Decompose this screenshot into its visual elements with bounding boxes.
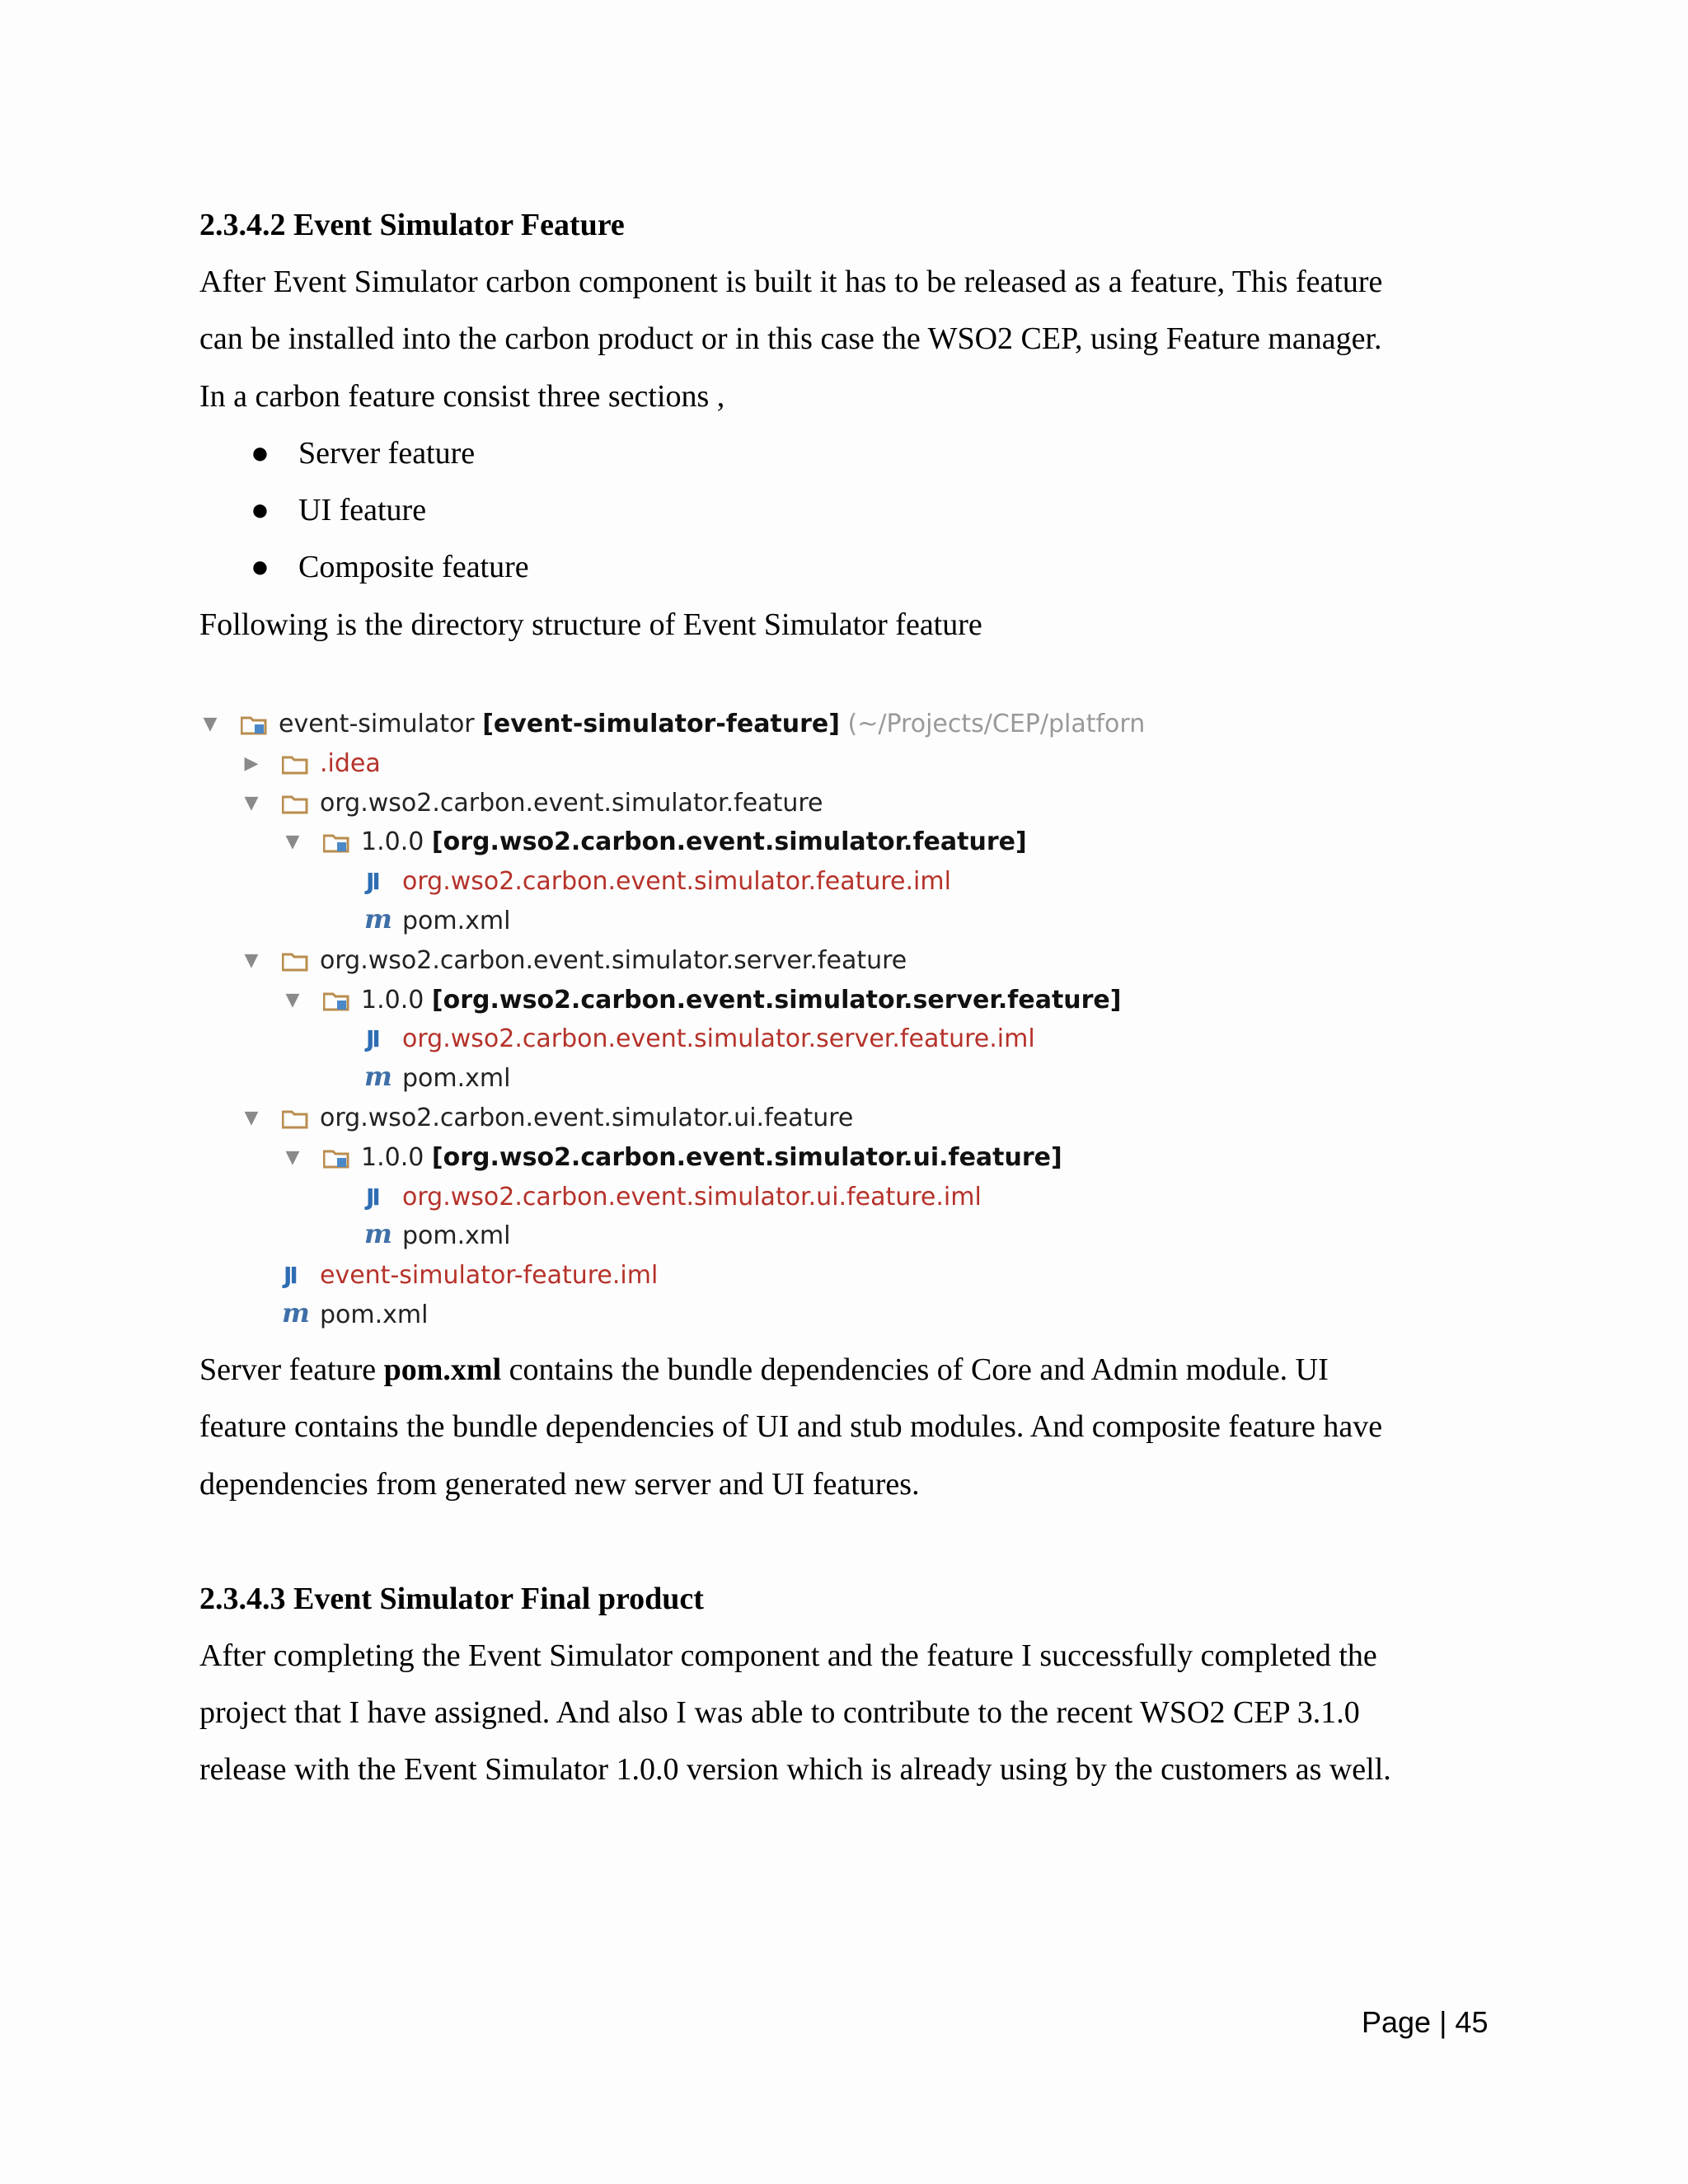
list-item-label: Composite feature (298, 550, 529, 585)
tree-row[interactable] (199, 862, 1189, 902)
tree-row[interactable] (199, 823, 1189, 862)
collapse-arrow-icon[interactable]: ▶ (244, 752, 259, 774)
bold-filename: pom.xml (383, 1352, 502, 1387)
tree-item-name: 1.0.0 (361, 827, 424, 857)
paragraph-line: Following is the directory structure of Event Simulator feature (199, 607, 982, 642)
tree-item-name: pom.xml (402, 1064, 511, 1094)
tree-item-name: pom.xml (320, 1300, 429, 1329)
tree-row[interactable] (199, 1138, 1189, 1178)
text-run: contains the bundle dependencies of Core and Admin module. UI (501, 1352, 1329, 1387)
folder-icon (282, 950, 308, 972)
maven-file-icon: m (364, 1218, 392, 1250)
paragraph-line (199, 1342, 1502, 1399)
folder-icon (282, 793, 308, 814)
module-name: [org.wso2.carbon.event.simulator.server.feature] (431, 985, 1122, 1015)
iml-file-icon: JI (366, 1025, 378, 1053)
bullet-icon: ● (251, 550, 270, 585)
section-after-tree (199, 1342, 1502, 1799)
bullet-icon: ● (251, 435, 270, 471)
expand-arrow-icon[interactable]: ▼ (285, 1146, 300, 1168)
module-name: [org.wso2.carbon.event.simulator.feature] (431, 827, 1027, 857)
module-folder-icon (241, 714, 267, 735)
paragraph-line: dependencies from generated new server and UI features. (199, 1466, 920, 1502)
tree-row[interactable] (199, 941, 1189, 981)
paragraph-line: After completing the Event Simulator component and the feature I successfully completed the (199, 1638, 1377, 1673)
module-folder-icon (323, 990, 349, 1011)
list-item-label: UI feature (298, 493, 427, 528)
tree-row[interactable] (199, 1099, 1189, 1138)
tree-item-name: org.wso2.carbon.event.simulator.ui.feature.iml (402, 1182, 982, 1212)
tree-row[interactable] (199, 784, 1189, 823)
folder-icon (282, 1108, 308, 1129)
tree-row[interactable] (199, 705, 1189, 744)
tree-item-name: event-simulator-feature.iml (320, 1261, 659, 1291)
tree-item-name: 1.0.0 (361, 985, 424, 1015)
feature-sections-list (199, 425, 1502, 597)
module-name: [org.wso2.carbon.event.simulator.ui.feature] (431, 1142, 1062, 1172)
paragraph-line: project that I have assigned. And also I was able to contribute to the recent WSO2 CEP 3.1.0 (199, 1695, 1360, 1731)
folder-icon (282, 753, 308, 775)
maven-file-icon: m (282, 1296, 310, 1329)
tree-item-name: event-simulator (279, 710, 475, 738)
iml-file-icon: JI (284, 1262, 296, 1290)
tree-item-name: pom.xml (402, 1221, 511, 1251)
iml-file-icon: JI (366, 868, 378, 896)
tree-row[interactable] (199, 1256, 1189, 1296)
tree-item-name: pom.xml (402, 906, 511, 935)
section-heading: 2.3.4.3 Event Simulator Final product (199, 1581, 704, 1616)
module-folder-icon (323, 1147, 349, 1169)
expand-arrow-icon[interactable]: ▼ (203, 714, 218, 734)
list-item (199, 482, 1502, 539)
tree-row[interactable] (199, 744, 1189, 784)
tree-row[interactable] (199, 902, 1189, 941)
section-heading: 2.3.4.2 Event Simulator Feature (199, 208, 625, 242)
module-folder-icon (323, 832, 349, 853)
expand-arrow-icon[interactable]: ▼ (285, 989, 300, 1010)
directory-tree (199, 705, 1189, 1335)
tree-row[interactable] (199, 1059, 1189, 1099)
bullet-icon: ● (251, 493, 270, 528)
paragraph-line: feature contains the bundle dependencies of UI and stub modules. And composite feature have (199, 1409, 1383, 1445)
paragraph-line: can be installed into the carbon product or in this case the WSO2 CEP, using Feature manager. (199, 321, 1382, 357)
spacer (199, 1513, 1502, 1570)
maven-file-icon: m (364, 1061, 392, 1093)
list-item-label: Server feature (298, 435, 476, 471)
paragraph-line: After Event Simulator carbon component is built it has to be released as a feature, This feature (199, 265, 1383, 299)
tree-item-name: .idea (320, 748, 381, 778)
tree-row[interactable] (199, 1178, 1189, 1217)
iml-file-icon: JI (366, 1183, 378, 1211)
text-run: Server feature (199, 1352, 384, 1387)
tree-row[interactable] (199, 1019, 1189, 1059)
tree-item-name: 1.0.0 (361, 1142, 424, 1172)
tree-row[interactable] (199, 1216, 1189, 1256)
tree-item-name: org.wso2.carbon.event.simulator.feature (320, 788, 823, 818)
expand-arrow-icon[interactable]: ▼ (244, 792, 259, 813)
tree-item-name: org.wso2.carbon.event.simulator.ui.feature (320, 1103, 854, 1132)
section-event-simulator-feature (199, 196, 1502, 654)
list-item (199, 425, 1502, 482)
tree-row[interactable] (199, 1296, 1189, 1335)
tree-item-name: org.wso2.carbon.event.simulator.server.feature (320, 945, 907, 975)
tree-row[interactable] (199, 981, 1189, 1020)
maven-file-icon: m (364, 902, 392, 935)
project-path: (~/Projects/CEP/platforn (847, 710, 1146, 738)
paragraph-line: In a carbon feature consist three sections , (199, 378, 725, 414)
list-item (199, 539, 1502, 596)
expand-arrow-icon[interactable]: ▼ (285, 832, 300, 853)
module-name: [event-simulator-feature] (482, 710, 840, 738)
tree-item-name: org.wso2.carbon.event.simulator.server.feature.iml (402, 1024, 1035, 1054)
paragraph-line: release with the Event Simulator 1.0.0 version which is already using by the customers as well. (199, 1752, 1391, 1788)
expand-arrow-icon[interactable]: ▼ (244, 949, 259, 971)
tree-item-name: org.wso2.carbon.event.simulator.feature.iml (402, 867, 951, 897)
page-number: Page | 45 (1362, 2005, 1489, 2039)
expand-arrow-icon[interactable]: ▼ (244, 1107, 259, 1128)
